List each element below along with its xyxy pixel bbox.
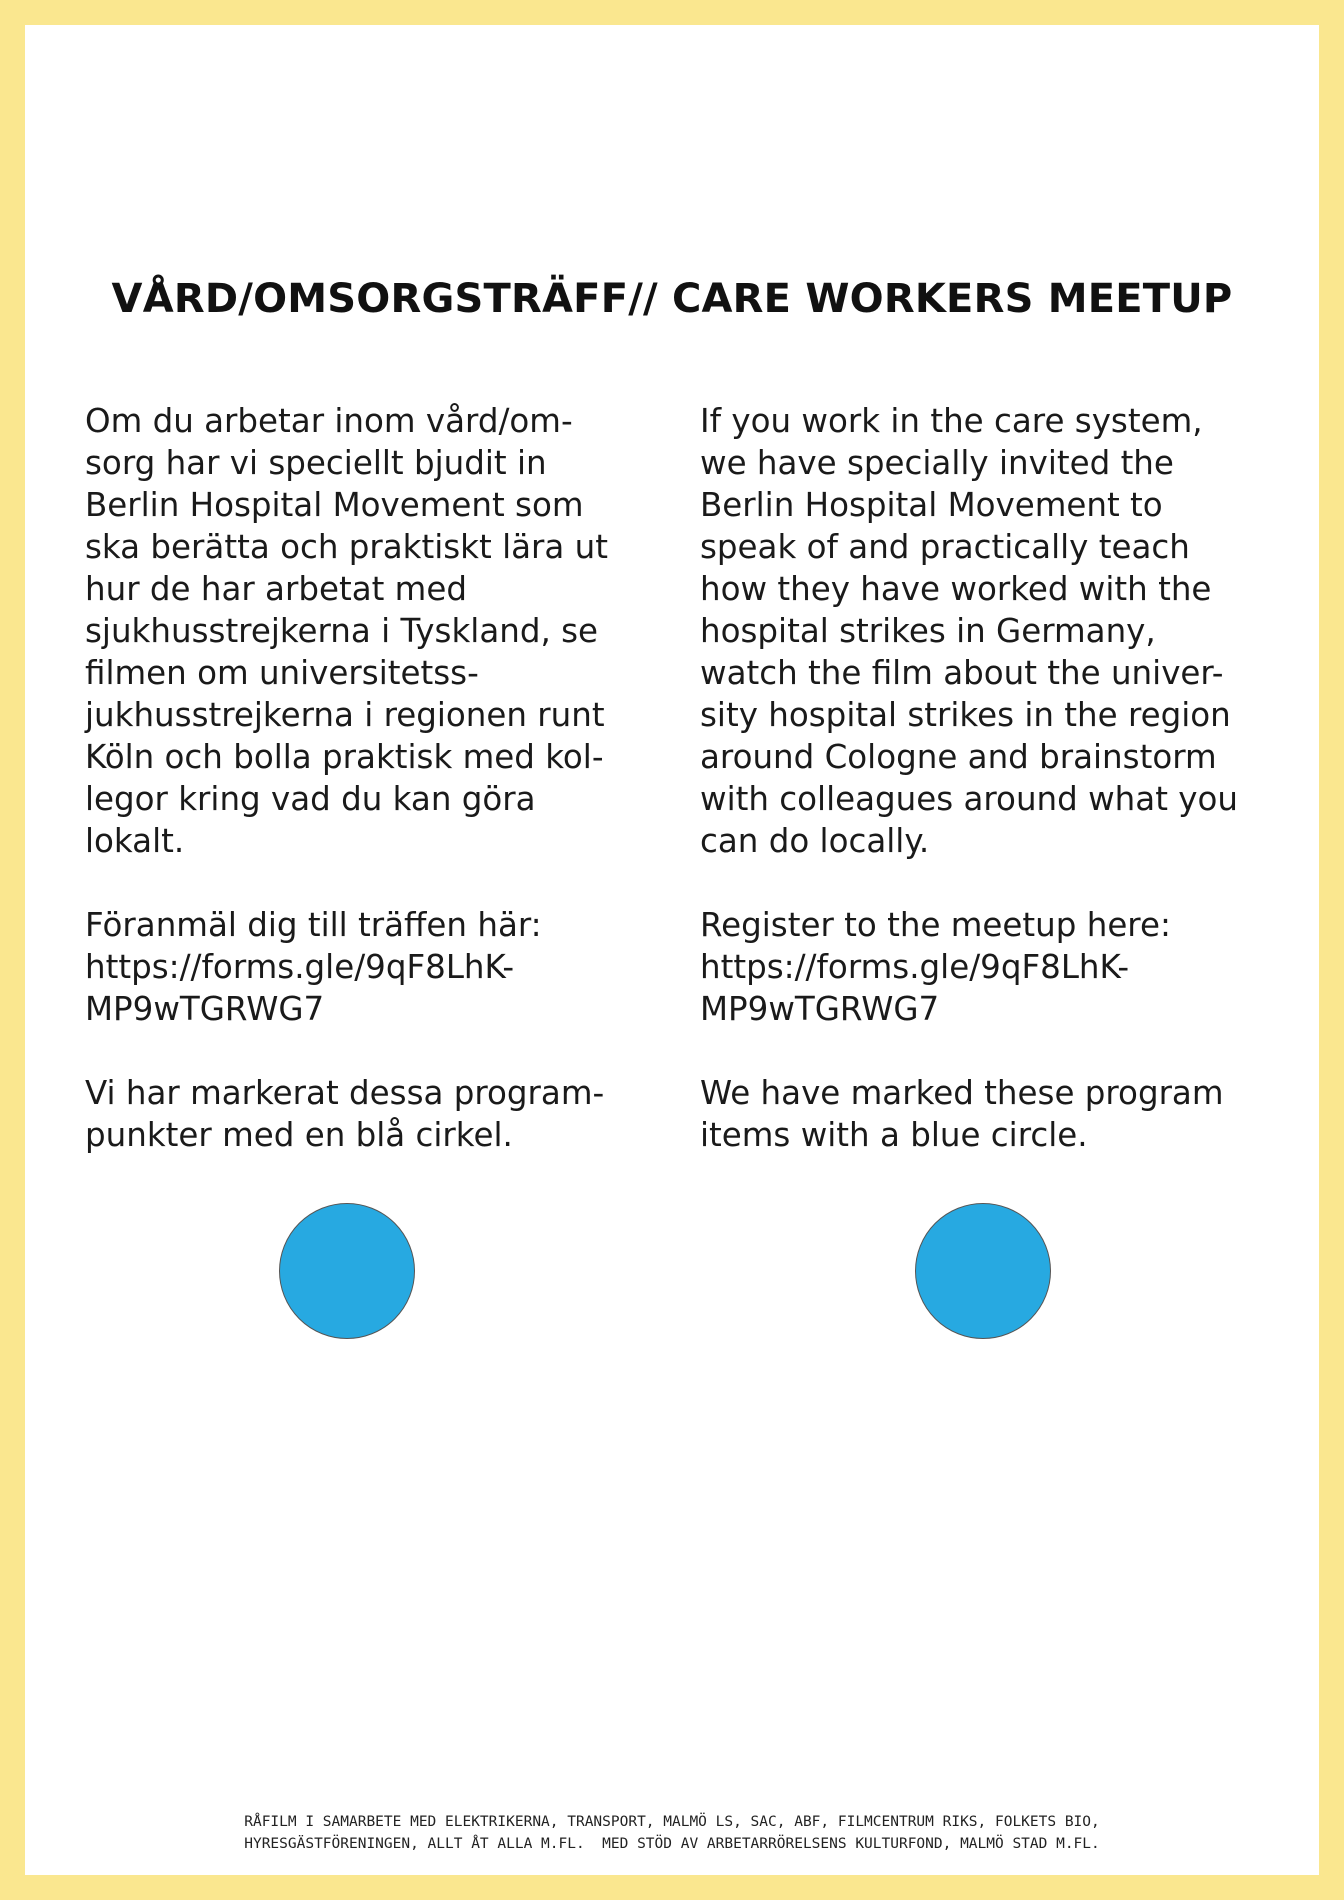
- swedish-column: [85, 400, 645, 1198]
- blue-circle-marker: [279, 1203, 415, 1339]
- sponsors-footer: RÅFILM I SAMARBETE MED ELEKTRIKERNA, TRANSPORT, MALMÖ LS, SAC, ABF, FILMCENTRUM RIKS, FOLKETS BIO, HYRESGÄSTFÖRENINGEN, ALLT ÅT ALLA M.FL. MED STÖD AV ARBETARRÖRELSENS KULTURFOND, MALMÖ STAD M.FL.: [244, 1814, 1100, 1852]
- poster-title: VÅRD/OMSORGSTRÄFF// CARE WORKERS MEETUP: [111, 276, 1233, 322]
- swedish-marked-text: Vi har markerat dessa program- punkter med en blå cirkel.: [85, 1074, 605, 1154]
- blue-circle-marker: [915, 1203, 1051, 1339]
- english-column: [700, 400, 1260, 1198]
- swedish-intro-text: Om du arbetar inom vård/om- sorg har vi speciellt bjudit in Berlin Hospital Movement som ska berätta och praktiskt lära ut hur de har arbetat med sjukhusstrejkerna i Tyskland, se filmen om universitetss- jukhusstrejkerna i regionen runt Köln och bolla praktisk med kol- legor kring vad du kan göra lokalt.: [85, 402, 608, 860]
- swedish-register-text: Föranmäl dig till träffen här: https://forms.gle/9qF8LhK- MP9wTGRWG7: [85, 906, 542, 1028]
- english-marked-text: We have marked these program items with a blue circle.: [700, 1074, 1224, 1154]
- english-register-text: Register to the meetup here: https://forms.gle/9qF8LhK- MP9wTGRWG7: [700, 906, 1171, 1028]
- english-intro-text: If you work in the care system, we have specially invited the Berlin Hospital Movement to speak of and practically teach how they have worked with the hospital strikes in Germany, watch the film about the univer- sity hospital strikes in the region around Cologne and brainstorm with colleagues around what you can do locally.: [700, 402, 1238, 860]
